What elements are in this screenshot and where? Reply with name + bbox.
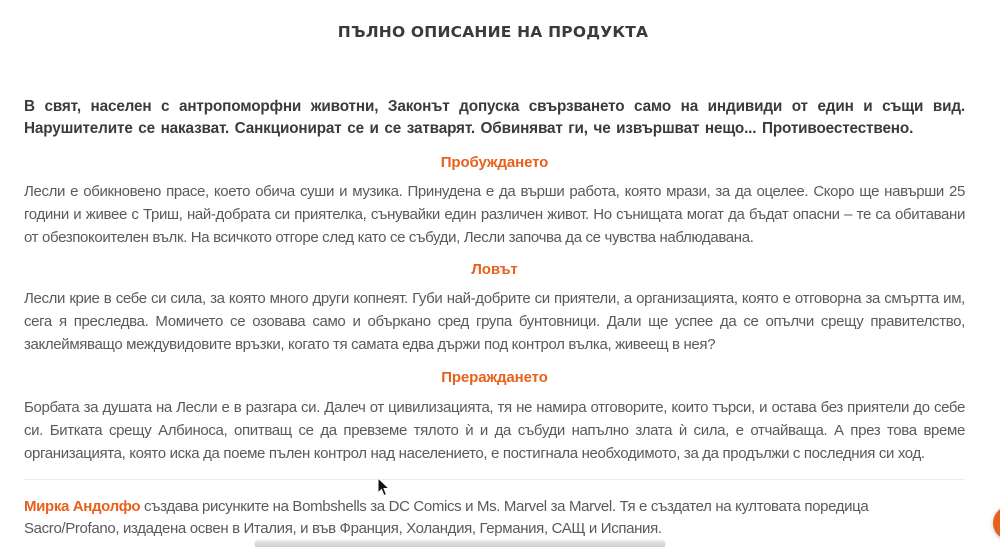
author-bio [24,496,965,540]
floating-action-button[interactable] [993,506,1000,540]
product-description [24,96,965,540]
section-heading-hunt: Ловът [471,261,518,278]
product-image-edge [255,541,665,547]
section-text-awakening: Лесли е обикновено прасе, което обича суши и музика. Принудена е да върши работа, която мрази, за да оцелее. Скоро ще навърши 25 години и живее с Триш, най-добрата си приятелка, сънувайки един различен живот. Но сънищата могат да бъдат опасни – те са обитавани от обезпокоителен вълк. На всичкото отгоре след като се събуди, Лесли започва да се чувства наблюдавана. [24,183,965,246]
mouse-pointer-icon [377,477,391,497]
section-text-hunt: Лесли крие в себе си сила, за която много други копнеят. Губи най-добрите си приятели, а организацията, която е отговорна за смъртта им, сега я преследва. Момичето се озовава само и объркано сред група бунтовници. Дали ще успее да се опълчи срещу правителство, заклеймяващо междувидовите връзки, когато тя самата едва държи под контрол вълка, живеещ в нея? [24,290,965,353]
section-heading-awakening: Пробуждането [440,154,549,171]
author-name: Мирка Андолфо [24,498,141,515]
author-divider [24,479,965,480]
description-intro: В свят, населен с антропоморфни животни, Законът допуска свързването само на индивиди от един и същи вид. Нарушителите се наказват. Санкционират се и се затварят. Обвиняват ги, че извършват нещо... Противоестествено. [24,98,965,137]
page-title: ПЪЛНО ОПИСАНИЕ НА ПРОДУКТА [337,23,649,41]
author-bio-text: създава рисунките на Bombshells за DC Comics и Ms. Marvel за Marvel. Тя е създател на култовата поредица Sacro/Profano, издадена освен в Италия, и във Франция, Холандия, Германия, САЩ и Испания. [24,498,869,537]
section-heading-rebirth: Прераждането [441,369,548,386]
section-text-rebirth: Борбата за душата на Лесли е в разгара си. Далеч от цивилизацията, тя не намира отговорите, които търси, и остава без приятели до себе си. Битката срещу Албиноса, опитващ се да превземе тялото ѝ и да събуди напълно злата ѝ сила, е отчайваща. А през това време организацията, която иска да поеме пълен контрол над населението, е постигнала необходимото, за да продължи с последния си ход. [24,399,965,462]
